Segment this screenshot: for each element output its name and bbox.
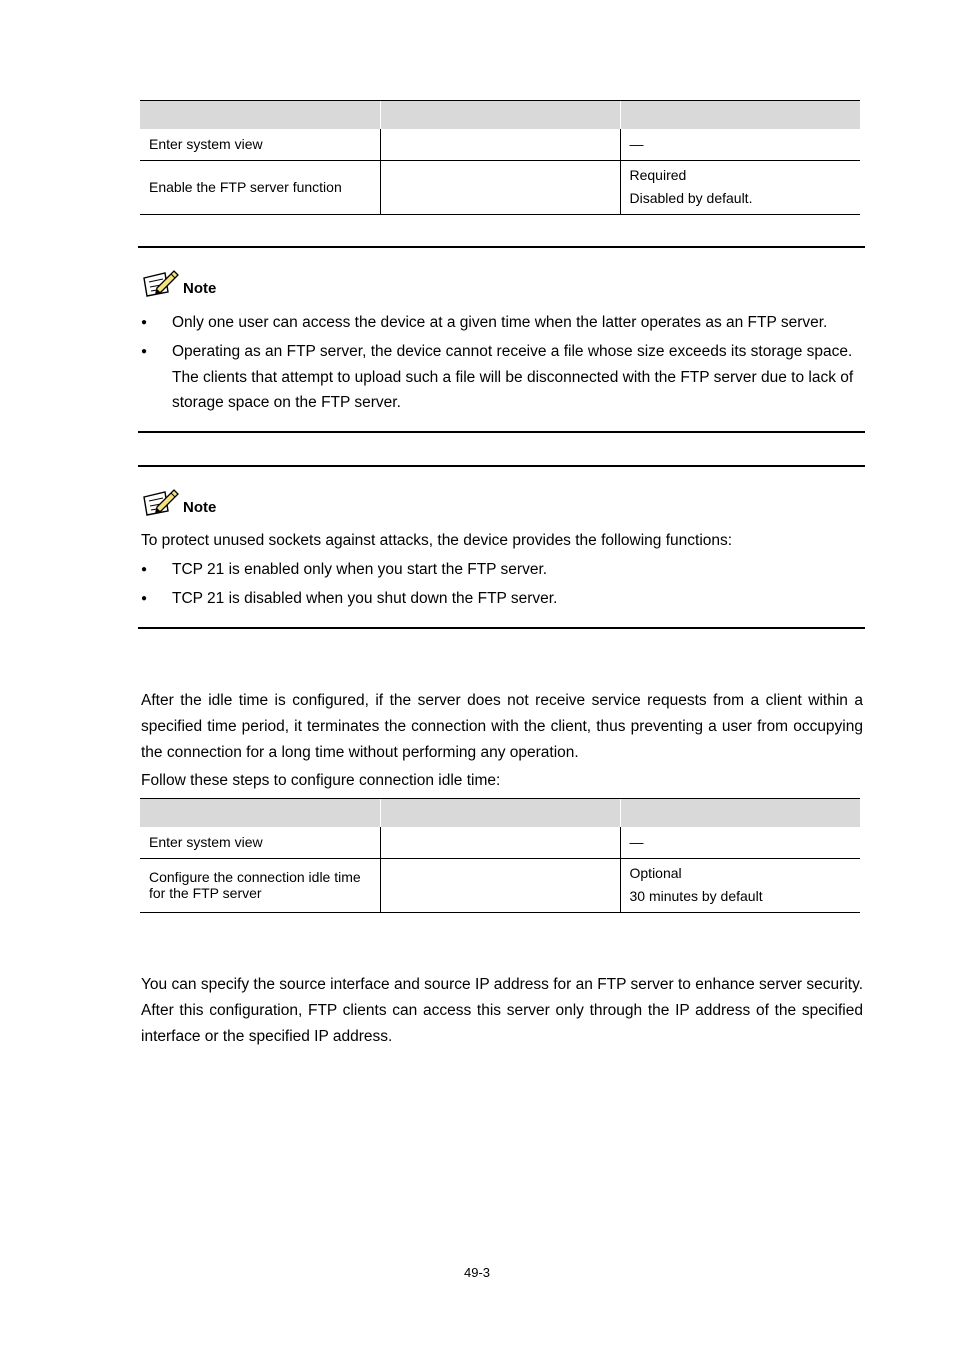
note-intro-text: To protect unused sockets against attacks, the device provides the following functions: <box>141 532 733 549</box>
list-item-text: TCP 21 is disabled when you shut down the FTP server. <box>172 590 558 607</box>
table-row <box>140 858 860 912</box>
list-item <box>141 339 864 416</box>
remarks-line: Disabled by default. <box>629 190 753 206</box>
remarks-cell <box>620 858 860 912</box>
note-bullet-list <box>141 557 864 615</box>
operation-cell: Enter system view <box>140 827 380 858</box>
note-label: Note <box>183 280 217 297</box>
ftp-server-steps-table <box>140 100 860 215</box>
note-label: Note <box>183 499 217 516</box>
remarks-line: Required <box>629 167 687 183</box>
page-number: 49-3 <box>463 1265 491 1280</box>
list-item <box>141 586 864 612</box>
column-header <box>140 799 380 828</box>
bullet-dot-icon: ● <box>141 564 148 575</box>
note-bottom-rule <box>138 627 865 629</box>
list-item <box>141 557 864 583</box>
note-bottom-rule <box>138 431 865 433</box>
table-row <box>140 827 860 858</box>
note-heading <box>141 264 216 298</box>
operation-cell: Configure the connection idle time for the FTP server <box>140 858 380 912</box>
note-heading <box>141 483 216 517</box>
command-cell <box>380 858 620 912</box>
idle-time-steps-table <box>140 798 860 913</box>
remarks-line: Optional <box>629 865 682 881</box>
column-header <box>380 799 620 828</box>
table-header-row <box>140 101 860 130</box>
remarks-line: 30 minutes by default <box>629 888 763 904</box>
bullet-dot-icon: ● <box>141 593 148 604</box>
note-top-rule <box>138 246 865 248</box>
command-cell <box>380 160 620 214</box>
remarks-cell: — <box>620 827 860 858</box>
column-header <box>620 799 860 828</box>
command-cell <box>380 129 620 160</box>
table-row <box>140 160 860 214</box>
operation-cell: Enter system view <box>140 129 380 160</box>
table-header-row <box>140 799 860 828</box>
list-item <box>141 310 864 336</box>
remarks-cell: — <box>620 129 860 160</box>
list-item-text: Operating as an FTP server, the device cannot receive a file whose size exceeds its storage space. The clients that attempt to upload such a file will be disconnected with the FTP server due to lack of storage space on the FTP server. <box>172 343 854 411</box>
column-header <box>380 101 620 130</box>
column-header <box>620 101 860 130</box>
source-interface-description: You can specify the source interface and source IP address for an FTP server to enhance server security. After this configuration, FTP clients can access this server only through the IP address of the specified interface or the specified IP address. <box>141 976 863 1045</box>
bullet-dot-icon: ● <box>141 346 148 357</box>
table-row <box>140 129 860 160</box>
idle-time-description: After the idle time is configured, if the server does not receive service requests from a client within a specified time period, it terminates the connection with the client, thus preventing a user from occupying the connection for a long time without performing any operation. <box>141 692 863 761</box>
note-bullet-list <box>141 310 864 419</box>
idle-time-steps-intro: Follow these steps to configure connection idle time: <box>141 772 501 789</box>
note-top-rule <box>138 465 865 467</box>
command-cell <box>380 827 620 858</box>
pencil-note-icon <box>141 268 179 298</box>
remarks-cell <box>620 160 860 214</box>
list-item-text: TCP 21 is enabled only when you start the FTP server. <box>172 561 548 578</box>
bullet-dot-icon: ● <box>141 317 148 328</box>
pencil-note-icon <box>141 487 179 517</box>
column-header <box>140 101 380 130</box>
operation-cell: Enable the FTP server function <box>140 160 380 214</box>
list-item-text: Only one user can access the device at a given time when the latter operates as an FTP server. <box>172 314 828 331</box>
